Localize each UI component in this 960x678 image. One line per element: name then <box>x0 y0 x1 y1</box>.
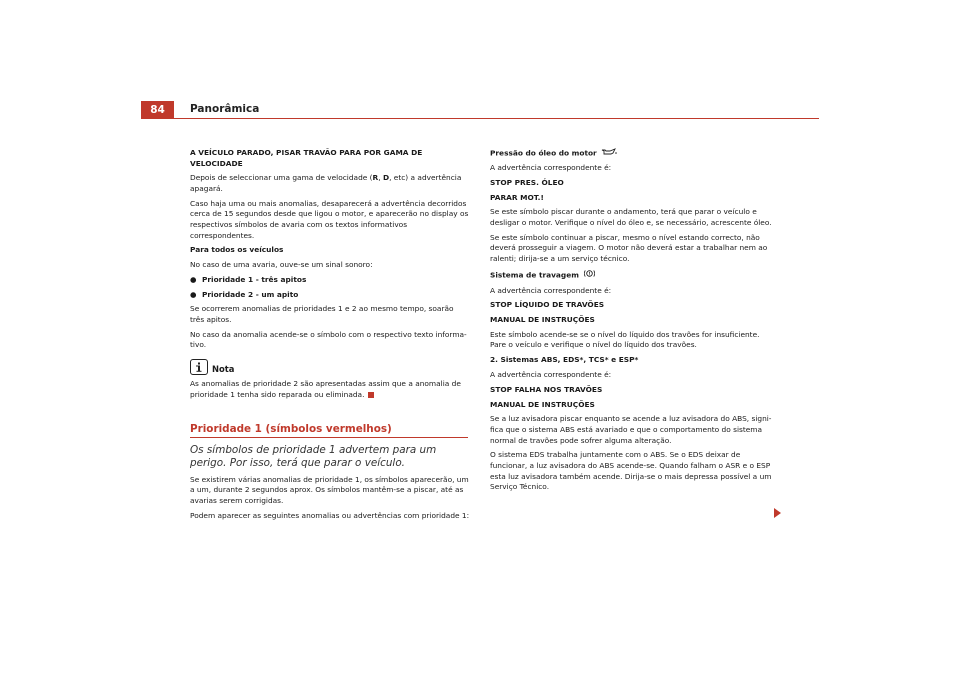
gear-r: R <box>372 173 379 183</box>
abs-warning-intro: A advertência correspondente é: <box>490 370 612 380</box>
abs-paragraph-1: Se a luz avisadora piscar enquanto se acende a luz avisadora do ABS, signi-fica que o sistema ABS está avariado e que o comportamento do sistema normal de travões pode sofrer alguma alteração. <box>490 414 772 445</box>
oil-can-icon <box>601 148 617 159</box>
list-item-label: Prioridade 2 - um apito <box>202 289 299 299</box>
end-mark-icon <box>368 392 374 398</box>
brake-warning-intro: A advertência correspondente é: <box>490 285 612 295</box>
list-item <box>190 275 470 286</box>
paragraph-multiple-anomalies: Se existirem várias anomalias de prioridade 1, os símbolos aparecerão, um a um, durante 2 segundos aprox. Os símbolos mantêm-se a piscar, até as avarias serem corrigidas. <box>190 474 469 505</box>
paragraph-sound-signal: No caso de uma avaria, ouve-se um sinal sonoro: <box>190 260 373 270</box>
text-fragment: Depois de seleccionar uma gama de velocidade ( <box>190 173 373 183</box>
heading-vehicle-stopped: A VEÍCULO PARADO, PISAR TRAVÃO PARA POR GAMA DE VELOCIDADE <box>190 148 423 168</box>
section-title: Prioridade 1 (símbolos vermelhos) <box>190 424 468 438</box>
paragraph-gear-range <box>190 173 470 194</box>
heading-all-vehicles: Para todos os veículos <box>190 245 284 255</box>
brake-message-2: MANUAL DE INSTRUÇÕES <box>490 315 595 325</box>
info-note-icon <box>190 359 208 375</box>
note-title: Nota <box>212 364 235 375</box>
paragraph-following-anomalies: Podem aparecer as seguintes anomalias ou advertências com prioridade 1: <box>190 510 470 520</box>
note-text <box>190 379 470 400</box>
abs-message-1: STOP FALHA NOS TRAVÕES <box>490 384 603 394</box>
brake-paragraph-1: Este símbolo acende-se se o nível do líquido dos travões for insuficiente. Pare o veículo e verifique o nível do líquido dos travões. <box>490 329 760 350</box>
gear-d: D <box>382 173 390 183</box>
oil-message-2: PARAR MOT.! <box>490 192 544 202</box>
oil-warning-intro: A advertência correspondente é: <box>490 163 612 173</box>
section-subtitle: Os símbolos de prioridade 1 advertem para um perigo. Por isso, terá que parar o veículo. <box>190 443 437 470</box>
header-title: Panorâmica <box>190 103 260 115</box>
paragraph-anomalies: Caso haja uma ou mais anomalias, desaparecerá a advertência decorridos cerca de 15 segundos desde que ligou o motor, e aparecerão no display os respectivos símbolos de avaria com os textos informativos correspondentes. <box>190 198 469 240</box>
right-column <box>490 148 775 497</box>
heading-text: Pressão do óleo do motor <box>490 148 597 158</box>
list-item <box>190 290 470 301</box>
brake-message-1: STOP LÍQUIDO DE TRAVÕES <box>490 300 605 310</box>
abs-message-2: MANUAL DE INSTRUÇÕES <box>490 399 595 409</box>
heading-brake-system <box>490 269 775 282</box>
paragraph-symbol-lights: No caso da anomalia acende-se o símbolo com o respectivo texto informa-tivo. <box>190 329 467 350</box>
text-fragment: , etc) a advertência apagará. <box>190 173 462 193</box>
abs-paragraph-2: O sistema EDS trabalha juntamente com o ABS. Se o EDS deixar de funcionar, a luz avisadora do ABS acende-se. Quando falham o ASR e o ESP esta luz avisadora também acende. Dirija-se o mais depressa possível a um Serviço Técnico. <box>490 450 772 492</box>
heading-abs-systems: 2. Sistemas ABS, EDS*, TCS* e ESP* <box>490 355 639 365</box>
heading-oil-pressure <box>490 148 775 159</box>
note-header <box>190 359 470 375</box>
left-column <box>190 148 470 526</box>
oil-paragraph-2: Se este símbolo continuar a piscar, mesmo o nível estando correcto, não deverá prosseguir a viagem. O motor não deverá estar a trabalhar nem ao ralenti; dirija-se a um serviço técnico. <box>490 232 768 263</box>
heading-text: Sistema de travagem <box>490 270 579 280</box>
oil-message-1: STOP PRES. ÓLEO <box>490 177 564 187</box>
oil-paragraph-1: Se este símbolo piscar durante o andamento, terá que parar o veículo e desligar o motor. Verifique o nível do óleo e, se necessário, acrescente óleo. <box>490 207 772 228</box>
brake-warning-icon <box>584 269 595 282</box>
bullet-icon: ● <box>190 274 197 284</box>
header-rule <box>141 118 819 119</box>
note-body: As anomalias de prioridade 2 são apresentadas assim que a anomalia de prioridade 1 tenha sido reparada ou eliminada. <box>190 379 461 399</box>
bullet-icon: ● <box>190 289 197 299</box>
text-fragment: , <box>378 173 383 183</box>
continue-arrow-icon <box>774 508 781 518</box>
page-number: 84 <box>141 101 174 119</box>
list-item-label: Prioridade 1 - três apitos <box>202 274 307 284</box>
paragraph-simultaneous: Se ocorrerem anomalias de prioridades 1 e 2 ao mesmo tempo, soarão três apitos. <box>190 304 454 325</box>
